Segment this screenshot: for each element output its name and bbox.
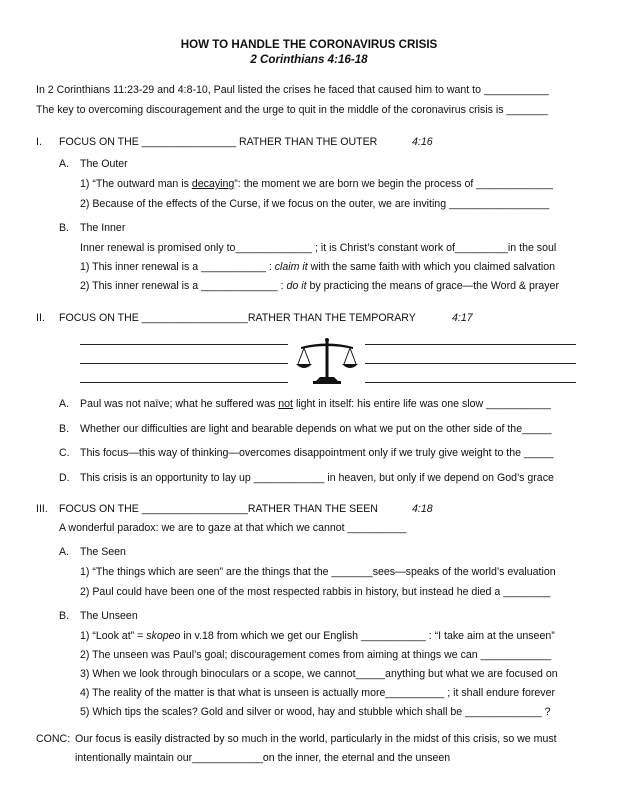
section-1-number: I. [36,136,42,148]
section-1b-point-1: 1) This inner renewal is a ___________ : claim it with the same faith with which you claimed salvation [80,261,556,273]
intro-line-1: In 2 Corinthians 11:23-29 and 4:8-10, Paul listed the crises he faced that caused him to want to ___________ [36,84,549,96]
section-3b-point-3: 3) When we look through binoculars or a scope, we cannot_____anything but what we are focused on [80,668,558,680]
section-3a-letter: A. [59,546,70,558]
page-subtitle: 2 Corinthians 4:16-18 [250,53,368,66]
section-3b-point-5: 5) Which tips the scales? Gold and silver or wood, hay and stubble which shall be _____________ ? [80,706,551,718]
answer-line-left-1 [80,344,288,345]
conclusion-line-1: Our focus is easily distracted by so much in the world, particularly in the midst of this crisis, so we must [75,733,557,745]
section-2c-text: This focus—this way of thinking—overcomes disappointment only if we truly give weight to the _____ [80,447,554,459]
section-1b-point-2: 2) This inner renewal is a _____________ : do it by practicing the means of grace—the Word & prayer [80,280,559,292]
section-2b-text: Whether our difficulties are light and bearable depends on what we put on the other side of the_____ [80,423,552,435]
section-1-heading: FOCUS ON THE ________________ RATHER THAN THE OUTER [59,136,378,148]
section-3a-point-2: 2) Paul could have been one of the most respected rabbis in history, but instead he died a ________ [80,586,551,598]
section-3-heading: FOCUS ON THE __________________RATHER THAN THE SEEN [59,503,378,515]
section-2-heading: FOCUS ON THE __________________RATHER THAN THE TEMPORARY [59,312,416,324]
section-2-number: II. [36,312,45,324]
section-3-paradox: A wonderful paradox: we are to gaze at that which we cannot __________ [59,522,407,534]
conclusion-line-2: intentionally maintain our____________on the inner, the eternal and the unseen [75,752,451,764]
intro-line-2: The key to overcoming discouragement and the urge to quit in the middle of the coronavirus crisis is _______ [36,104,548,116]
section-2c-letter: C. [59,447,70,459]
section-2d-letter: D. [59,472,70,484]
section-1b-title: The Inner [80,222,126,234]
section-1a-letter: A. [59,158,70,170]
section-3b-point-2: 2) The unseen was Paul’s goal; discouragement comes from aiming at things we can ____________ [80,649,552,661]
section-3a-point-1: 1) “The things which are seen” are the things that the _______sees—speaks of the world’s evaluation [80,566,556,578]
section-2b-letter: B. [59,423,70,435]
answer-line-left-3 [80,382,288,383]
section-2-ref: 4:17 [452,312,473,324]
section-3-number: III. [36,503,48,515]
answer-line-right-1 [365,344,576,345]
section-3b-point-4: 4) The reality of the matter is that what is unseen is actually more__________ ; it shall endure forever [80,687,556,699]
section-2d-text: This crisis is an opportunity to lay up ____________ in heaven, but only if we depend on God’s grace [80,472,554,484]
conclusion-label: CONC: [36,733,71,745]
section-3a-title: The Seen [80,546,126,558]
section-3b-letter: B. [59,610,70,622]
page-title: HOW TO HANDLE THE CORONAVIRUS CRISIS [180,38,438,51]
section-1b-letter: B. [59,222,70,234]
section-1b-intro: Inner renewal is promised only to_____________ ; it is Christ’s constant work of_________in the soul [80,242,557,254]
section-2a-letter: A. [59,398,70,410]
section-3-ref: 4:18 [412,503,433,515]
section-1-ref: 4:16 [412,136,433,148]
section-1a-point-2: 2) Because of the effects of the Curse, if we focus on the outer, we are inviting _________________ [80,198,550,210]
section-3b-title: The Unseen [80,610,138,622]
section-1a-point-1: 1) “The outward man is decaying”: the moment we are born we begin the process of _____________ [80,178,553,190]
section-1a-title: The Outer [80,158,128,170]
answer-line-right-2 [365,363,576,364]
section-3b-point-1: 1) “Look at” = skopeo in v.18 from which we get our English ___________ : “I take aim at the unseen” [80,630,555,642]
balance-scales-icon [296,337,358,385]
section-2a-text: Paul was not naïve; what he suffered was not light in itself: his entire life was one slow ___________ [80,398,551,410]
answer-line-right-3 [365,382,576,383]
answer-line-left-2 [80,363,288,364]
